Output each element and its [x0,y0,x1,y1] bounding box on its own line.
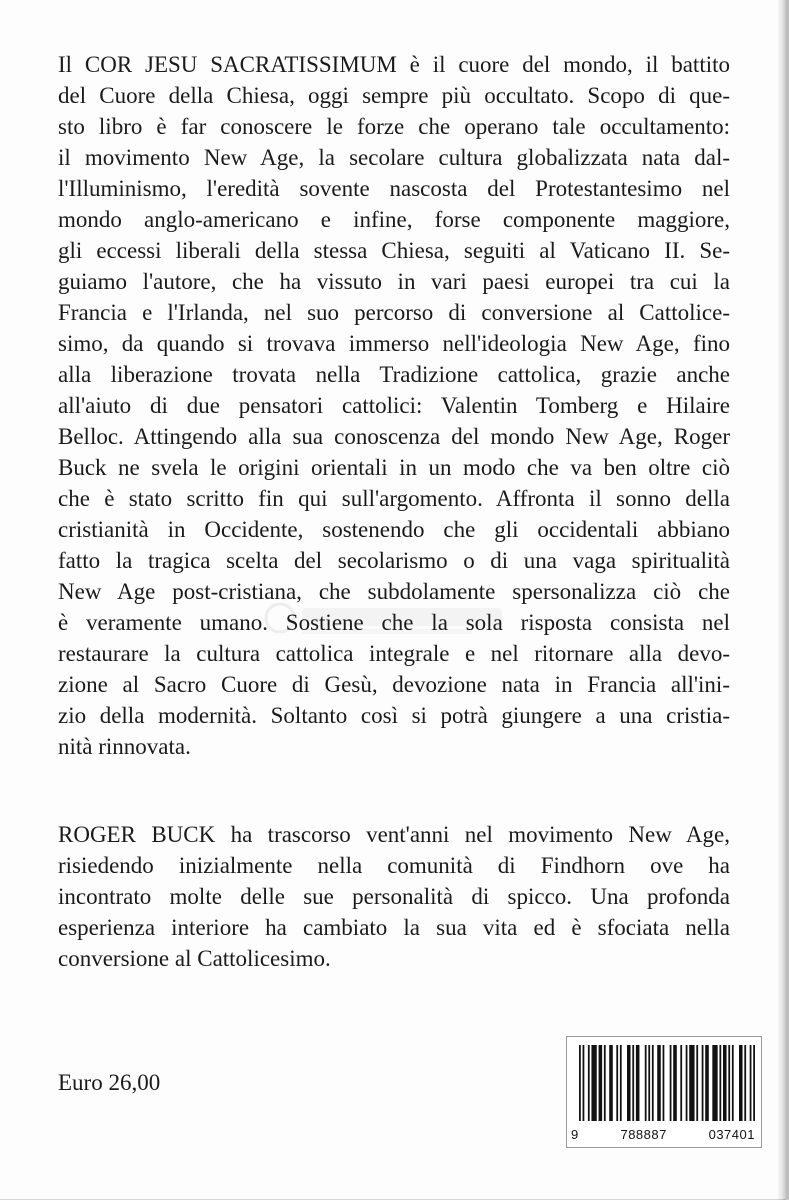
text-line: nità rinnovata. [58,734,191,759]
barcode-bar [702,1045,704,1121]
barcode-bar [645,1045,647,1121]
text-line: simo, da quando si trovava immerso nell'ideologia New Age, fino [58,331,730,356]
barcode [566,1036,762,1148]
barcode-bar [657,1045,661,1121]
text-line: New Age post-cristiana, che subdolamente spersonalizza ciò che [58,579,730,604]
barcode-bar [620,1045,622,1121]
text-line: alla liberazione trovata nella Tradizione cattolica, grazie anche [58,362,730,387]
text-line: esperienza interiore ha cambiato la sua vita ed è sfociata nella [58,915,730,940]
barcode-bar [636,1045,640,1121]
text-line: Buck ne svela le origini orientali in un modo che va ben oltre ciò [58,455,730,480]
barcode-digit-group: 037401 [708,1127,755,1142]
barcode-bar [680,1045,682,1121]
price-label: Euro 26,00 [58,1070,161,1095]
text-line: zione al Sacro Cuore di Gesù, devozione nata in Francia all'ini- [58,672,730,697]
text-line: Belloc. Attingendo alla sua conoscenza del mondo New Age, Roger [58,424,730,449]
barcode-bar [705,1045,709,1121]
barcode-bar [648,1045,650,1121]
barcode-bar [591,1045,596,1121]
text-line: mondo anglo-americano e infine, forse componente maggiore, [58,207,730,232]
barcode-bar [739,1045,743,1121]
barcode-bar [627,1045,631,1121]
barcode-digits [571,1127,755,1142]
text-line: il movimento New Age, la secolare cultura globalizzata nata dal- [58,145,730,170]
barcode-bar [732,1045,734,1121]
barcode-bar [616,1045,618,1121]
text-line: sto libro è far conoscere le forze che operano tale occultamento: [58,114,730,139]
text-line: l'Illuminismo, l'eredità sovente nascosta del Protestantesimo nel [58,176,730,201]
barcode-bar [670,1045,672,1121]
text-line: restaurare la cultura cattolica integrale e nel ritornare alla devo- [58,641,730,666]
barcode-bar [696,1045,698,1121]
barcode-bar [632,1045,634,1121]
text-line: cristianità in Occidente, sostenendo che gli occidentali abbiano [58,517,730,542]
text-line: fatto la tragica scelta del secolarismo o di una vaga spiritualità [58,548,730,573]
barcode-digit-group: 9 [571,1127,579,1142]
barcode-bar [744,1045,746,1121]
barcode-bar [689,1045,694,1121]
barcode-bar [712,1045,717,1121]
author-biography [58,819,730,974]
text-line: Francia e l'Irlanda, nel suo percorso di conversione al Cattolice- [58,300,730,325]
barcode-bar [723,1045,727,1121]
text-line: zio della modernità. Soltanto così si potrà giungere a una cristia- [58,703,730,728]
text-line: guiamo l'autore, che ha vissuto in vari paesi europei tra cui la [58,269,730,294]
barcode-bar [588,1045,590,1121]
book-description [58,49,730,762]
text-line: gli eccessi liberali della stessa Chiesa, seguiti al Vaticano II. Se- [58,238,730,263]
barcode-bar [604,1045,606,1121]
text-line: conversione al Cattolicesimo. [58,946,331,971]
barcode-bar [728,1045,730,1121]
text-line: del Cuore della Chiesa, oggi sempre più occultato. Scopo di que- [58,83,730,108]
barcode-bar [750,1045,752,1121]
barcode-bar [673,1045,677,1121]
page-edge-shadow [777,0,786,1200]
text-line: Il COR JESU SACRATISSIMUM è il cuore del mondo, il battito [58,52,730,77]
barcode-bar [686,1045,688,1121]
barcode-bar [583,1045,585,1121]
text-line: che è stato scritto fin qui sull'argomento. Affronta il sonno della [58,486,730,511]
barcode-bar [663,1045,665,1121]
text-line: incontrato molte delle sue personalità di spicco. Una profonda [58,884,730,909]
barcode-bars [579,1045,755,1121]
barcode-digit-group: 788887 [620,1127,667,1142]
text-line: risiedendo inizialmente nella comunità di Findhorn ove ha [58,853,730,878]
barcode-bar [652,1045,654,1121]
text-line: è veramente umano. Sostiene che la sola risposta consista nel [58,610,730,635]
barcode-bar [753,1045,755,1121]
barcode-bar [719,1045,721,1121]
text-line: ROGER BUCK ha trascorso vent'anni nel movimento New Age, [58,822,730,847]
barcode-bar [609,1045,613,1121]
text-line: all'aiuto di due pensatori cattolici: Valentin Tomberg e Hilaire [58,393,730,418]
barcode-bar [579,1045,581,1121]
barcode-bar [599,1045,603,1121]
